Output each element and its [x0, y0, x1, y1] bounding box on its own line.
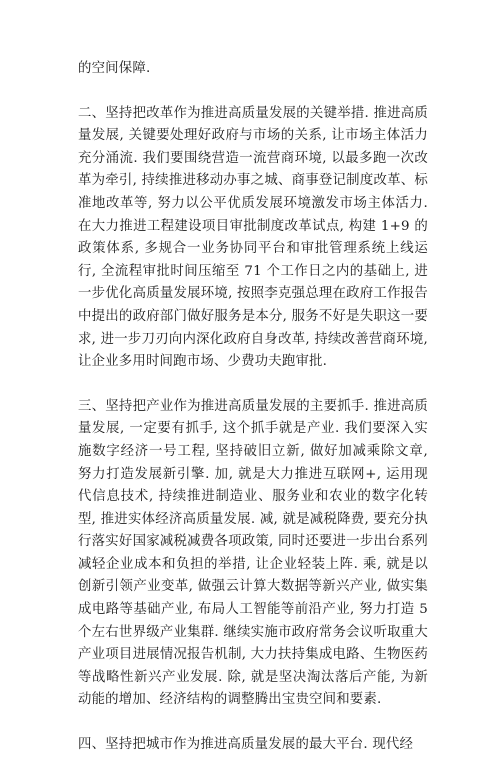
paragraph-gap: [78, 374, 428, 396]
paragraph-reform: 二、坚持把改革作为推进高质量发展的关键举措. 推进高质量发展, 关键要处理好政府与市场的关系, 让市场主体活力充分涌流. 我们要围绕营造一流营商环境, 以最多跑一次改革为牵引, 持续推进移动办事之城、商事登记制度改革、标准地改革等, 努力以公平优质发展环境激发市场主体活力. 在大力推进工程建设项目审批制度改革试点, 构建 1+9 的政策体系, 多规合一业务协同平台和审批管理系统上线运行, 全流程审批时间压缩至 71 个工作日之内的基础上, 进一步优化高质量发展环境, 按照李克强总理在政府工作报告中提出的政府部门做好服务是本分, 服务不好是失职这一要求, 进一步刀刃向内深化政府自身改革, 持续改善营商环境, 让企业多用时间跑市场、少费功夫跑审批.: [78, 105, 428, 370]
paragraph-gap: [78, 712, 428, 734]
document-body: [78, 58, 428, 757]
paragraph-gap: [78, 81, 428, 103]
paragraph-continuation: 的空间保障.: [78, 61, 151, 76]
paragraph-city: 四、坚持把城市作为推进高质量发展的最大平台. 现代经: [78, 737, 414, 753]
paragraph-industry: 三、坚持把产业作为推进高质量发展的主要抓手. 推进高质量发展, 一定要有抓手, 这个抓手就是产业. 我们要深入实施数字经济一号工程, 坚持破旧立新, 做好加减乘除文章, 努力打造发展新引擎. 加, 就是大力推进互联网+, 运用现代信息技术, 持续推进制造业、服务业和农业的数字化转型, 推进实体经济高质量发展. 减, 就是减税降费, 要充分执行落实好国家减税减费各项政策, 同时还要进一步出台系列减轻企业成本和负担的举措, 让企业轻装上阵. 乘, 就是以创新引领产业变革, 做强云计算大数据等新兴产业, 做实集成电路等基础产业, 布局人工智能等前沿产业, 努力打造 5 个左右世界级产业集群. 继续实施市政府常务会议听取重大产业项目进展情况报告机制, 大力扶持集成电路、生物医药等战略性新兴产业发展. 除, 就是坚决淘汰落后产能, 为新动能的增加、经济结构的调整腾出宝贵空间和要素.: [78, 398, 428, 708]
